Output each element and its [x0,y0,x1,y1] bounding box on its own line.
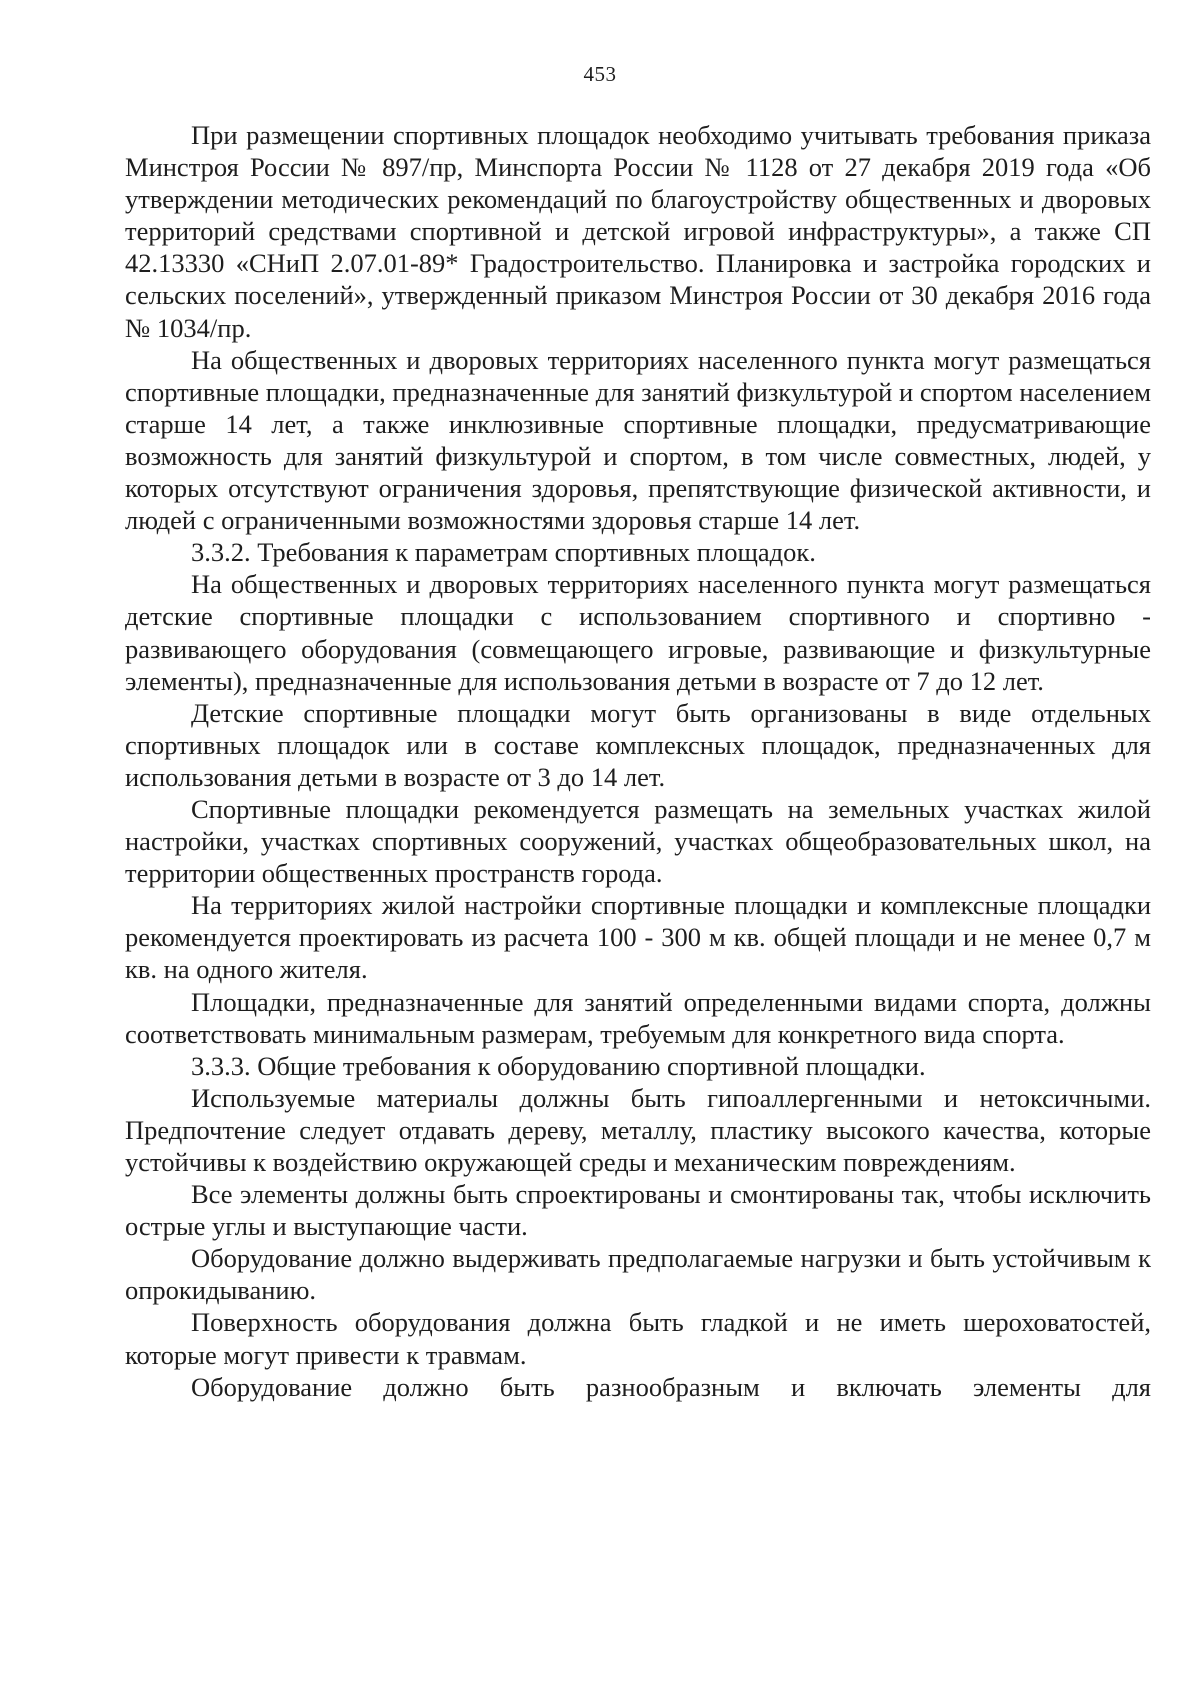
paragraph-children-sports-grounds: На общественных и дворовых территориях населенного пункта могут размещаться детские спортивные площадки с использованием спортивного и спортивно - развивающего оборудования (совмещающего игровые, развивающие и физкультурные элементы), предназначенные для использования детьми в возрасте от 7 до 12 лет. [125,569,1151,696]
paragraph-public-territories-sports-grounds: На общественных и дворовых территориях населенного пункта могут размещаться спортивные площадки, предназначенные для занятий физкультурой и спортом населением старше 14 лет, а также инклюзивные спортивные площадки, предусматривающие возможность для занятий физкультурой и спортом, в том числе совместных, людей, у которых отсутствуют ограничения здоровья, препятствующие физической активности, и людей с ограниченными возможностями здоровья старше 14 лет. [125,344,1151,536]
paragraph-minimum-sizes: Площадки, предназначенные для занятий определенными видами спорта, должны соответствовать минимальным размерам, требуемым для конкретного вида спорта. [125,986,1151,1049]
paragraph-placement-recommendation: Спортивные площадки рекомендуется размещать на земельных участках жилой настройки, участках спортивных сооружений, участках общеобразовательных школ, на территории общественных пространств города. [125,793,1151,889]
paragraph-sports-grounds-regulations: При размещении спортивных площадок необходимо учитывать требования приказа Минстроя России № 897/пр, Минспорта России № 1128 от 27 декабря 2019 года «Об утверждении методических рекомендаций по благоустройству общественных и дворовых территорий средствами спортивной и детской игровой инфраструктуры», а также СП 42.13330 «СНиП 2.07.01-89* Градостроительство. Планировка и застройка городских и сельских поселений», утвержденный приказом Минстроя России от 30 декабря 2016 года № 1034/пр. [125,120,1151,343]
paragraph-load-resistance: Оборудование должно выдерживать предполагаемые нагрузки и быть устойчивым к опрокидыванию. [125,1243,1151,1306]
paragraph-no-sharp-corners: Все элементы должны быть спроектированы и смонтированы так, чтобы исключить острые углы и выступающие части. [125,1179,1151,1242]
paragraph-smooth-surface: Поверхность оборудования должна быть гладкой и не иметь шероховатостей, которые могут привести к травмам. [125,1307,1151,1370]
paragraph-children-grounds-organization: Детские спортивные площадки могут быть организованы в виде отдельных спортивных площадок или в составе комплексных площадок, предназначенных для использования детьми в возрасте от 3 до 14 лет. [125,697,1151,792]
section-heading-3-3-2: 3.3.2. Требования к параметрам спортивных площадок. [191,537,816,568]
section-heading-3-3-3: 3.3.3. Общие требования к оборудованию спортивной площадки. [191,1050,926,1081]
paragraph-area-calculation: На территориях жилой настройки спортивные площадки и комплексные площадки рекомендуется проектировать из расчета 100 - 300 м кв. общей площади и не менее 0,7 м кв. на одного жителя. [125,890,1151,985]
body-text [125,119,1151,1403]
paragraph-equipment-variety: Оборудование должно быть разнообразным и включать элементы для [191,1371,1151,1402]
page-number: 453 [583,62,617,86]
paragraph-materials: Используемые материалы должны быть гипоаллергенными и нетоксичными. Предпочтение следует отдавать дереву, металлу, пластику высокого качества, которые устойчивы к воздействию окружающей среды и механическим повреждениям. [125,1082,1151,1177]
